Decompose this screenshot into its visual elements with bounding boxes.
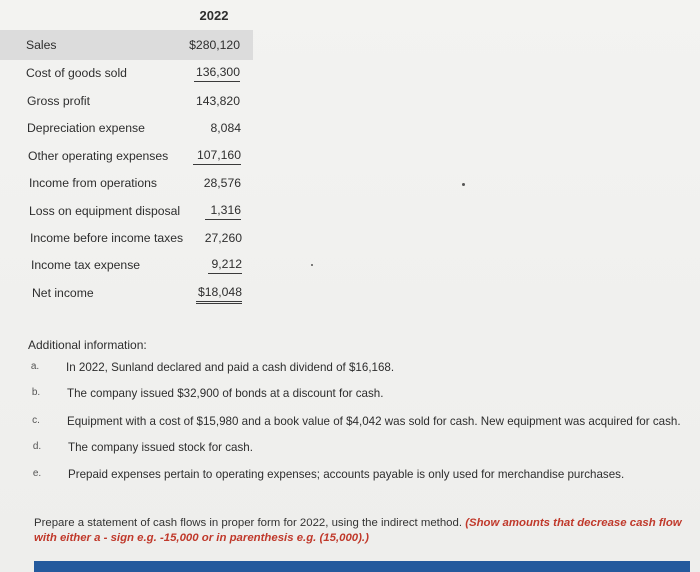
row-amount: 8,084: [210, 121, 241, 135]
item-letter: c.: [32, 415, 40, 426]
item-letter: a.: [30, 361, 40, 372]
row-amount: $280,120: [189, 38, 240, 52]
statement-row-cogs: [0, 62, 260, 84]
row-label: Gross profit: [27, 94, 90, 108]
item-text: In 2022, Sunland declared and paid a cash dividend of $16,168.: [66, 361, 395, 374]
row-label: Cost of goods sold: [26, 66, 127, 80]
answer-section-header-bar: [34, 561, 690, 572]
row-amount: 1,316: [205, 202, 241, 220]
row-label: Loss on equipment disposal: [29, 204, 181, 218]
scan-speck: [311, 264, 313, 266]
instructions-main: Prepare a statement of cash flows in proper form for 2022, using the indirect method.: [34, 517, 463, 529]
scan-speck: [462, 183, 465, 186]
row-label: Sales: [26, 38, 57, 52]
row-label: Other operating expenses: [28, 149, 169, 163]
row-label: Income tax expense: [31, 258, 141, 272]
row-amount: 9,212: [208, 256, 242, 274]
item-letter: b.: [31, 387, 41, 398]
row-amount: 27,260: [204, 231, 242, 245]
row-label: Net income: [32, 286, 94, 300]
row-amount: 107,160: [193, 147, 241, 165]
year-column-header: 2022: [199, 8, 229, 23]
row-amount: 28,576: [203, 176, 241, 190]
statement-row-income-before-taxes: [0, 227, 260, 249]
row-label: Income before income taxes: [30, 231, 184, 245]
item-text: Prepaid expenses pertain to operating expenses; accounts payable is only used for merchandise purchases.: [68, 468, 625, 481]
row-amount: 136,300: [194, 64, 240, 82]
item-letter: d.: [32, 441, 42, 452]
row-label: Income from operations: [29, 176, 158, 190]
row-amount: $18,048: [196, 284, 242, 304]
item-letter: e.: [32, 468, 42, 479]
statement-row-income-operations: [0, 172, 260, 194]
statement-row-depreciation: [0, 117, 260, 139]
statement-row-loss-disposal: [0, 200, 260, 222]
statement-row-other-operating: [0, 145, 260, 167]
instructions-hint: (Show amounts that decrease cash flow with either a - sign e.g. -15,000 or in parenthesis e.g. (15,000).): [34, 517, 682, 544]
statement-row-sales: [0, 34, 260, 56]
row-amount: 143,820: [195, 94, 240, 108]
statement-row-income-tax: [0, 254, 260, 276]
statement-row-net-income: [0, 282, 260, 304]
item-text: Equipment with a cost of $15,980 and a book value of $4,042 was sold for cash. New equipment was acquired for cash.: [67, 415, 681, 428]
statement-row-gross-profit: [0, 90, 260, 112]
item-text: The company issued $32,900 of bonds at a discount for cash.: [67, 387, 384, 400]
item-text: The company issued stock for cash.: [68, 441, 253, 454]
instructions: [34, 516, 694, 546]
row-label: Depreciation expense: [27, 121, 145, 135]
additional-info-title: Additional information:: [28, 338, 147, 352]
